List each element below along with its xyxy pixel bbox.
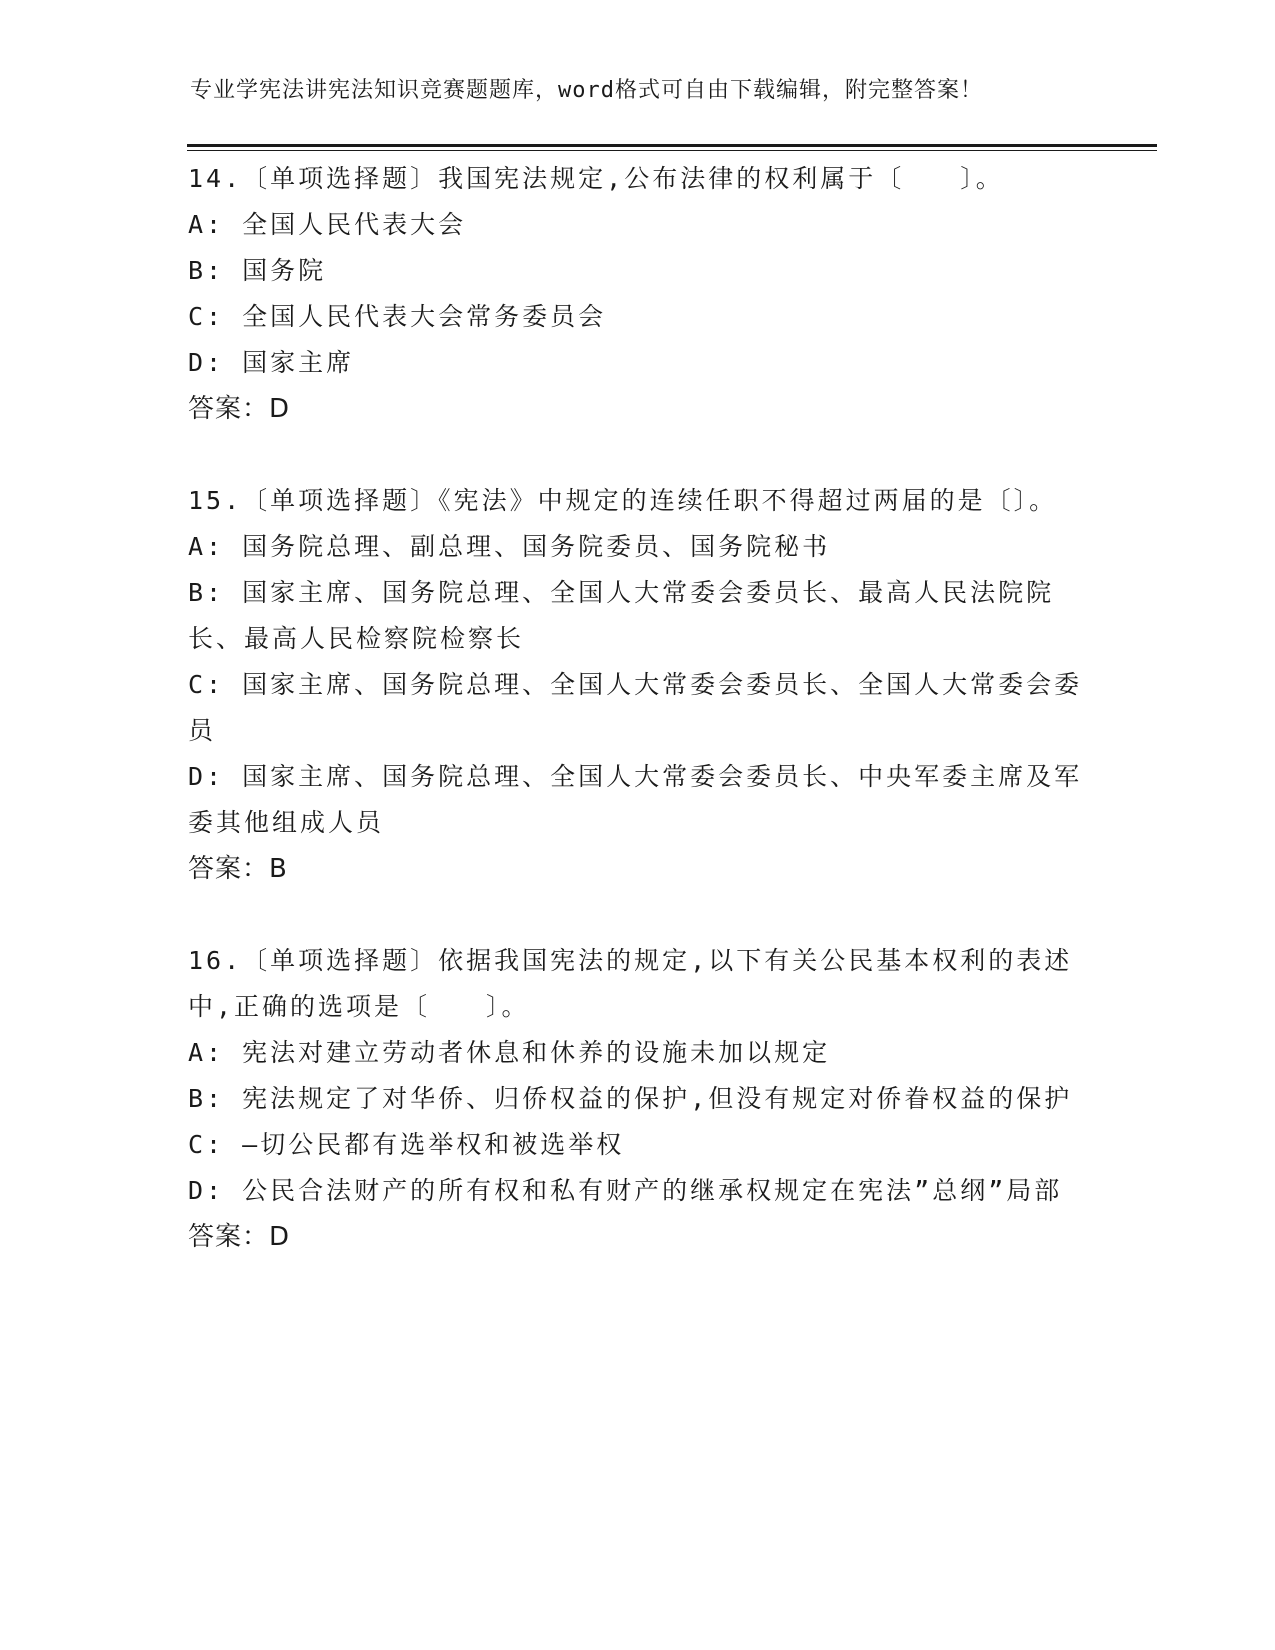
option-c: C: 全国人民代表大会常务委员会 [188, 302, 607, 331]
question-stem: 15.〔单项选择题〕《宪法》中规定的连续任职不得超过两届的是〔〕。 [188, 486, 1058, 515]
question-14 [188, 156, 1088, 432]
option-a: A: 全国人民代表大会 [188, 210, 467, 239]
answer: 答案：D [188, 394, 291, 424]
header-divider-thin [187, 150, 1157, 151]
option-a: A: 国务院总理、副总理、国务院委员、国务院秘书 [188, 532, 831, 561]
option-b: B: 国家主席、国务院总理、全国人大常委会委员长、最高人民法院院长、最高人民检察院检察长 [188, 578, 1055, 653]
option-d: D: 公民合法财产的所有权和私有财产的继承权规定在宪法”总纲”局部 [188, 1176, 1063, 1205]
question-list [188, 156, 1088, 1260]
question-spacer [188, 432, 1088, 478]
question-16 [188, 938, 1088, 1260]
option-d: D: 国家主席 [188, 348, 355, 377]
question-stem: 14.〔单项选择题〕我国宪法规定,公布法律的权利属于〔 〕。 [188, 164, 1004, 193]
option-c: C: 国家主席、国务院总理、全国人大常委会委员长、全国人大常委会委员 [188, 670, 1083, 745]
question-15 [188, 478, 1088, 892]
header-divider-thick [187, 144, 1157, 147]
option-c: C: —切公民都有选举权和被选举权 [188, 1130, 625, 1159]
page-header: 专业学宪法讲宪法知识竞赛题题库，word格式可自由下载编辑，附完整答案！ [190, 78, 983, 103]
option-b: B: 宪法规定了对华侨、归侨权益的保护,但没有规定对侨眷权益的保护 [188, 1084, 1073, 1113]
question-stem: 16.〔单项选择题〕依据我国宪法的规定,以下有关公民基本权利的表述中,正确的选项是〔 〕。 [188, 946, 1073, 1021]
answer: 答案：D [188, 1222, 291, 1252]
option-a: A: 宪法对建立劳动者休息和休养的设施未加以规定 [188, 1038, 831, 1067]
question-spacer [188, 892, 1088, 938]
answer: 答案：B [188, 854, 288, 884]
option-d: D: 国家主席、国务院总理、全国人大常委会委员长、中央军委主席及军委其他组成人员 [188, 762, 1083, 837]
option-b: B: 国务院 [188, 256, 327, 285]
